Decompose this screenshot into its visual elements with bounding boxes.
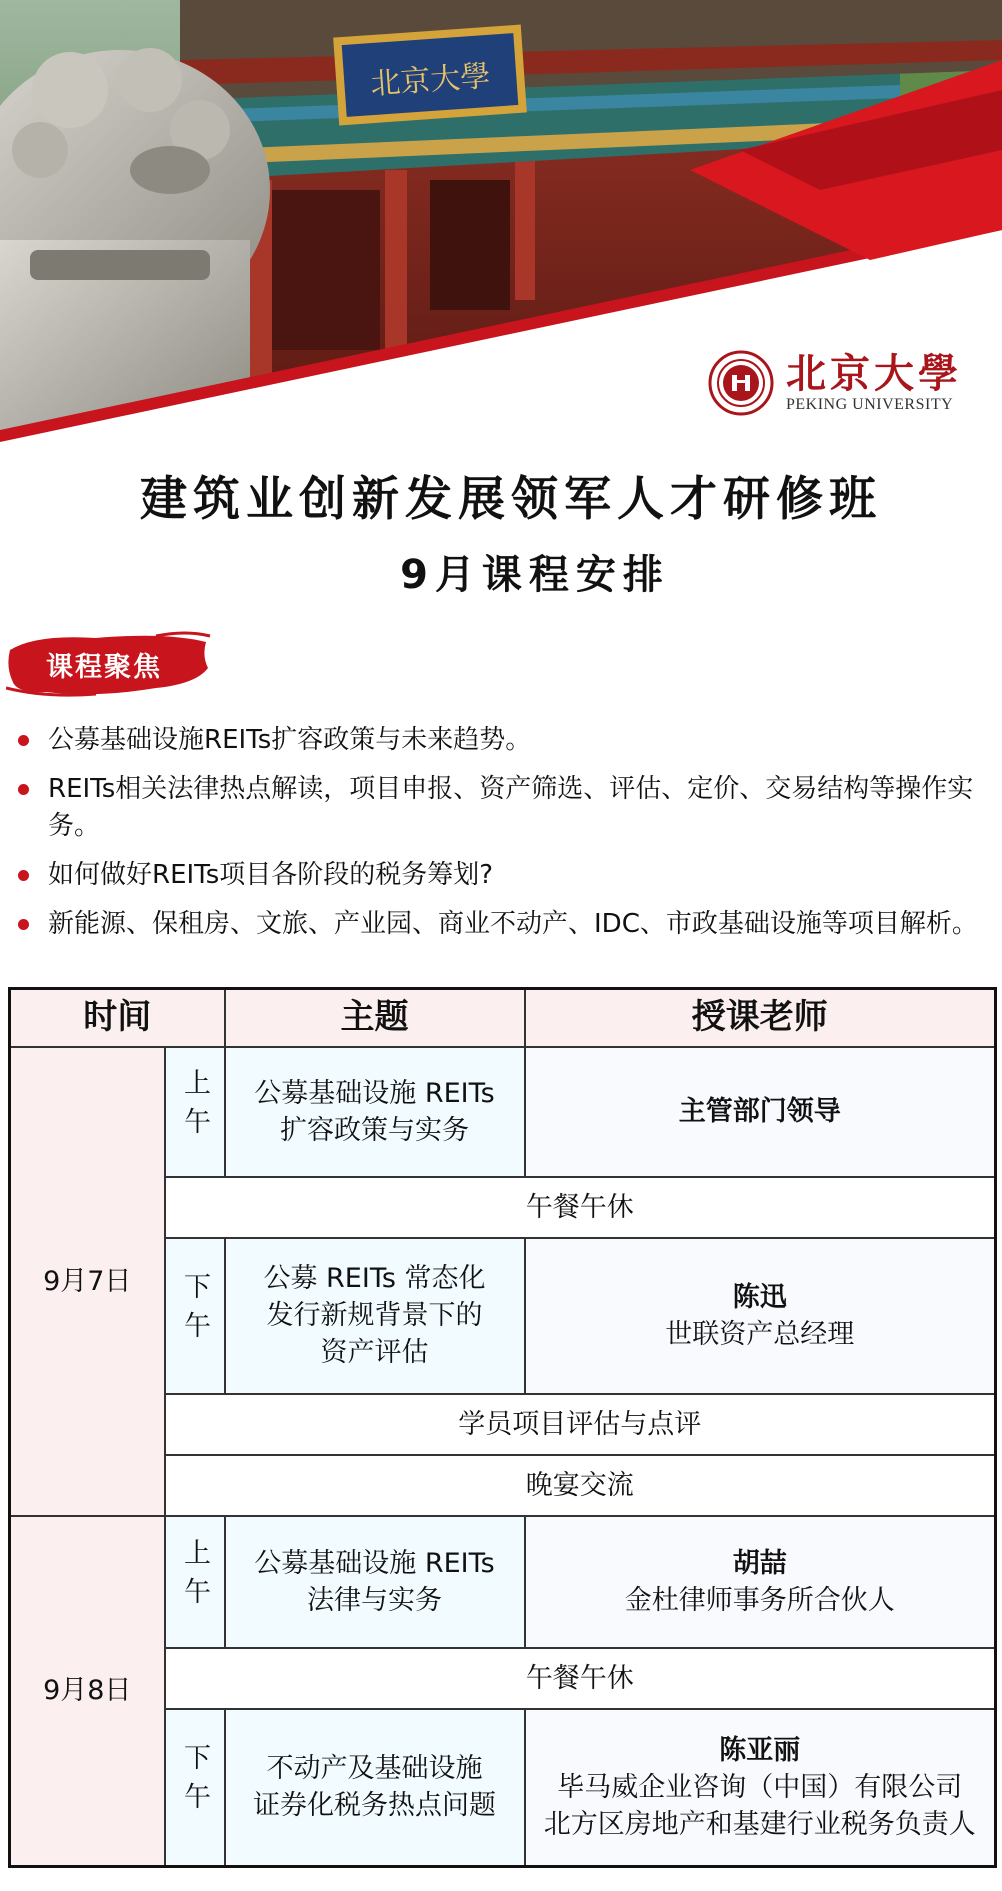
bullet-dot-icon [18,735,29,746]
bullet-dot-icon [18,919,29,930]
teacher-cell: 胡喆 金杜律师事务所合伙人 [525,1516,996,1648]
header-teacher: 授课老师 [525,989,996,1047]
date-cell: 9月7日 [10,1047,165,1516]
page-subtitle: 9月课程安排 [400,552,670,598]
focus-badge-label: 课程聚焦 [46,652,162,683]
teacher-cell: 陈迅 世联资产总经理 [525,1238,996,1394]
table-row [10,1047,996,1177]
teacher-cell: 陈亚丽 毕马威企业咨询（中国）有限公司 北方区房地产和基建行业税务负责人 [525,1709,996,1867]
table-header-row [10,989,996,1047]
pku-seal-icon [708,350,774,416]
topic-cell: 公募基础设施 REITs 法律与实务 [225,1516,525,1648]
period-cell: 上午 [165,1516,225,1648]
hero-banner [0,0,1002,530]
list-item: REITs相关法律热点解读，项目申报、资产筛选、评估、定价、交易结构等操作实务。 [14,771,994,845]
header-topic: 主题 [225,989,525,1047]
focus-list [14,722,994,955]
topic-cell: 公募 REITs 常态化 发行新规背景下的 资产评估 [225,1238,525,1394]
break-cell: 午餐午休 [165,1177,996,1238]
header-time: 时间 [10,989,225,1047]
dinner-cell: 晚宴交流 [165,1455,996,1516]
review-cell: 学员项目评估与点评 [165,1394,996,1455]
page-title: 建筑业创新发展领军人才研修班 [140,472,882,527]
table-row [10,1516,996,1648]
period-cell: 下午 [165,1709,225,1867]
bullet-dot-icon [18,870,29,881]
list-item: 新能源、保租房、文旅、产业园、商业不动产、IDC、市政基础设施等项目解析。 [14,906,994,943]
teacher-cell: 主管部门领导 [525,1047,996,1177]
svg-text:北京大學: 北京大學 [369,58,492,103]
topic-cell: 公募基础设施 REITs 扩容政策与实务 [225,1047,525,1177]
pku-logo [708,350,962,416]
break-cell: 午餐午休 [165,1648,996,1709]
schedule-table [8,987,997,1868]
topic-cell: 不动产及基础设施 证券化税务热点问题 [225,1709,525,1867]
focus-badge [6,628,212,700]
period-cell: 上午 [165,1047,225,1177]
logo-english-name: PEKING UNIVERSITY [786,396,954,413]
list-item: 公募基础设施REITs扩容政策与未来趋势。 [14,722,994,759]
bullet-dot-icon [18,784,29,795]
list-item: 如何做好REITs项目各阶段的税务筹划? [14,857,994,894]
campus-gate-photo [0,0,1002,530]
date-cell: 9月8日 [10,1516,165,1867]
logo-chinese-name: 北京大學 [786,350,962,397]
period-cell: 下午 [165,1238,225,1394]
